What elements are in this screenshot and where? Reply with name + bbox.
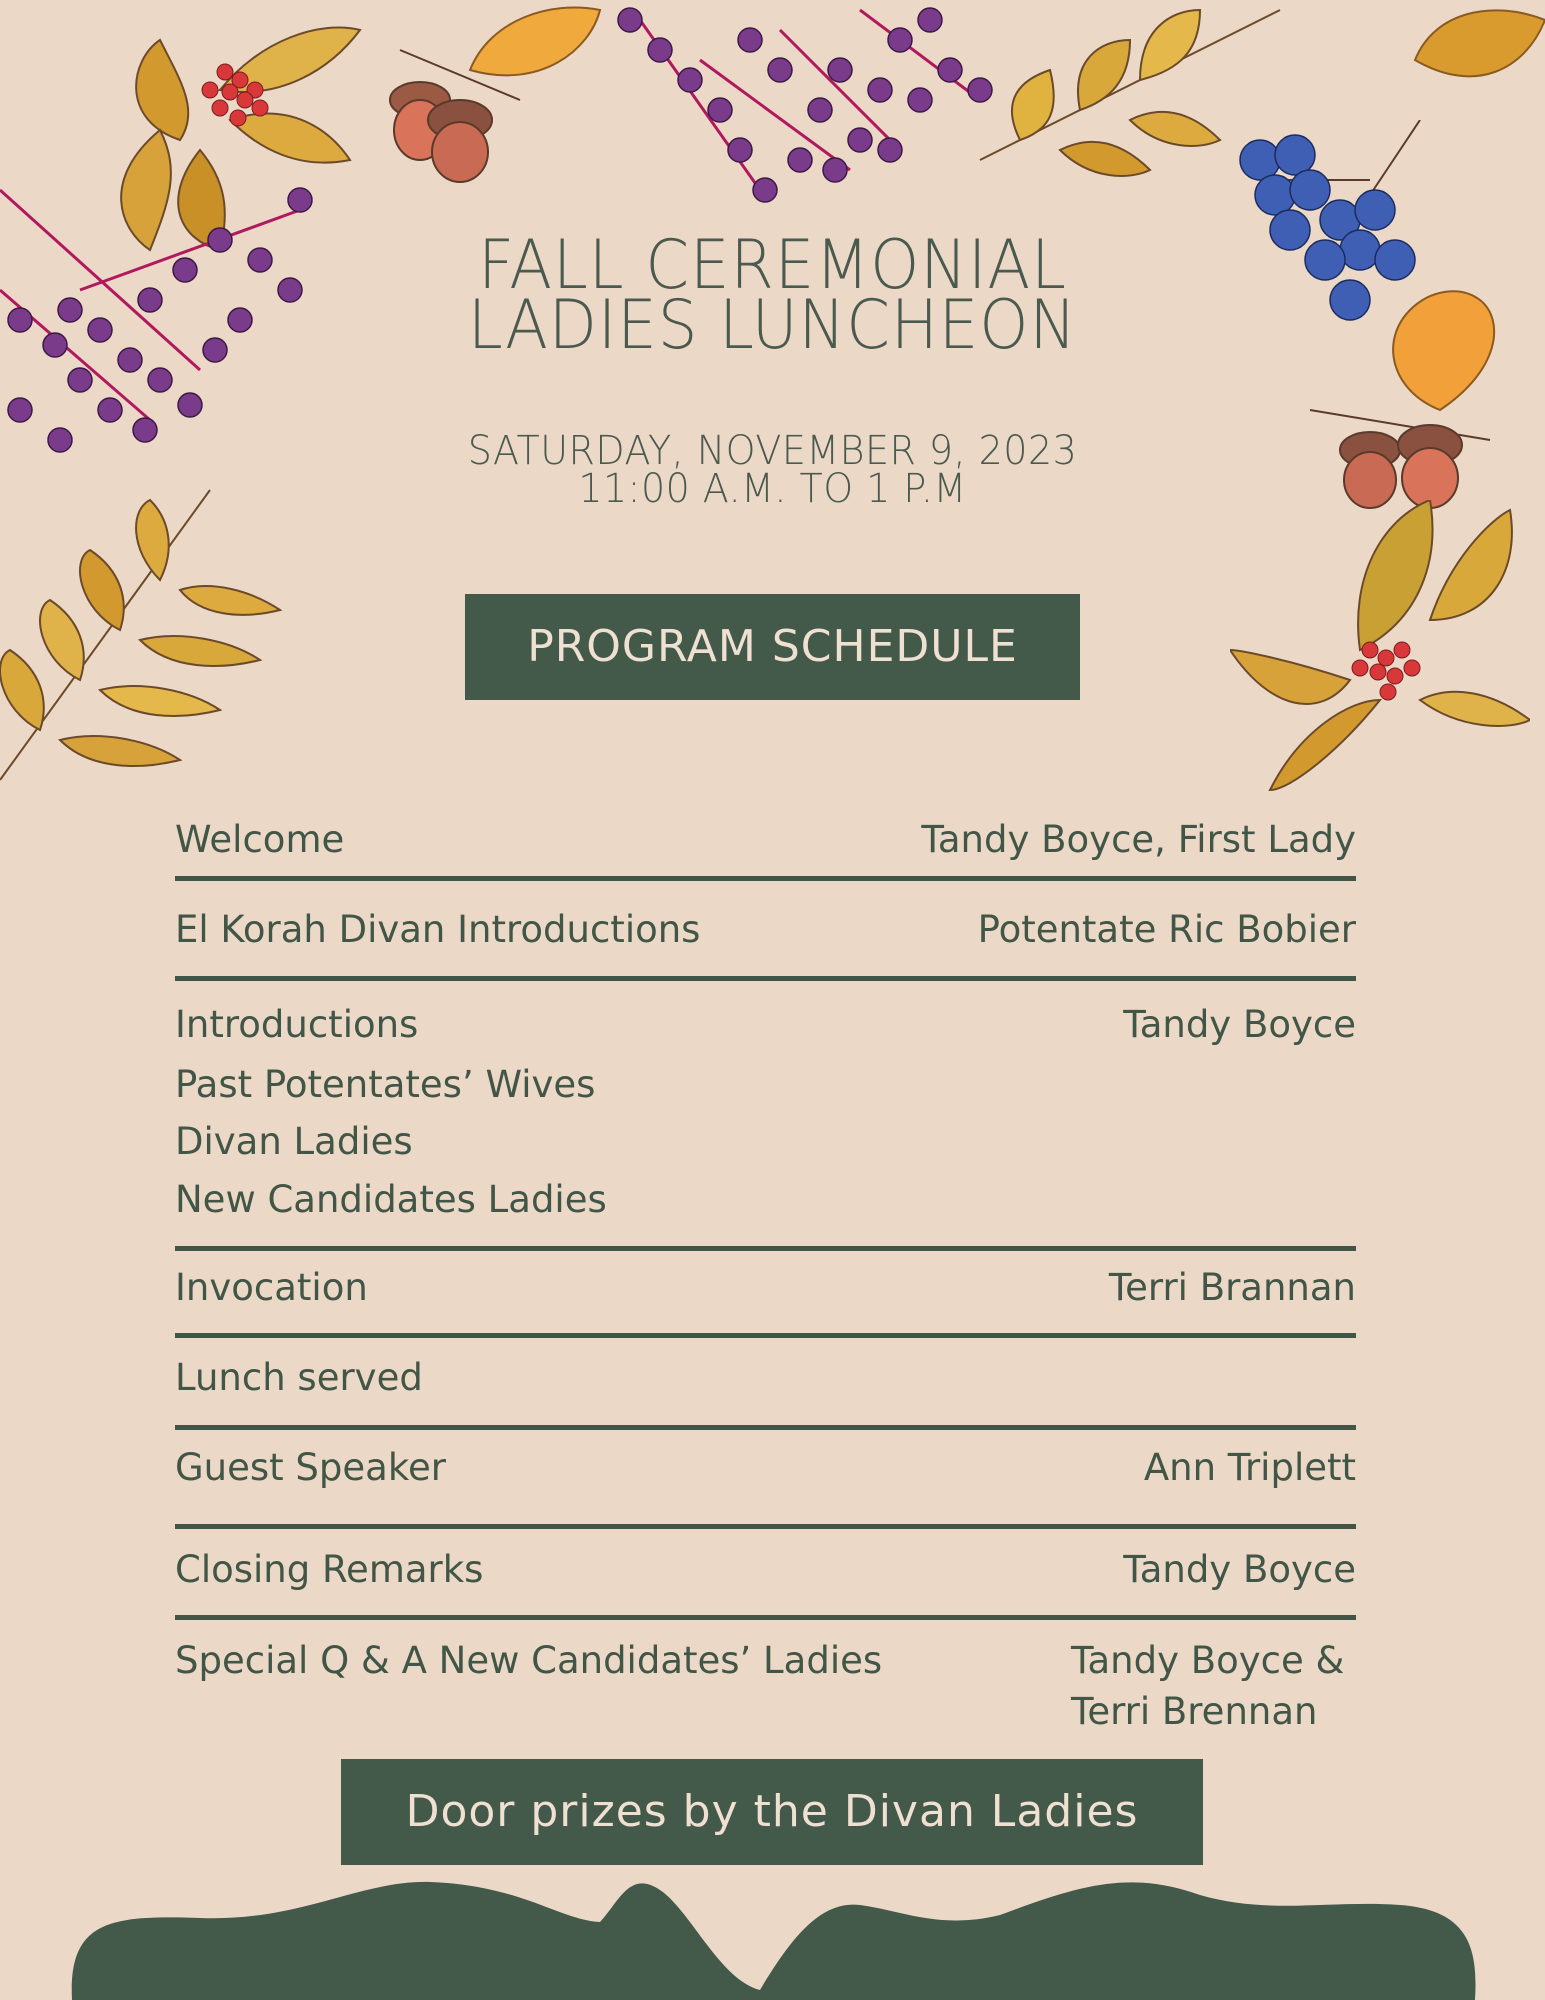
schedule-item-guest-speaker: Guest Speaker bbox=[175, 1446, 446, 1489]
schedule-item-introductions: Introductions bbox=[175, 1003, 419, 1046]
presenter-welcome: Tandy Boyce, First Lady bbox=[921, 818, 1356, 861]
divider bbox=[175, 1615, 1356, 1620]
schedule-item-welcome: Welcome bbox=[175, 818, 345, 861]
divider bbox=[175, 1524, 1356, 1529]
door-prizes-banner: Door prizes by the Divan Ladies bbox=[341, 1759, 1203, 1865]
bottom-wave-decoration bbox=[0, 1860, 1545, 2000]
title-line-1: FALL CEREMONIAL bbox=[478, 226, 1067, 305]
top-center-purple-berries-icon bbox=[600, 0, 1020, 220]
presenter-introductions: Tandy Boyce bbox=[1123, 1003, 1356, 1046]
sub-item: Divan Ladies bbox=[175, 1120, 413, 1163]
time-line: 11:00 A.M. TO 1 P.M bbox=[578, 466, 967, 512]
event-date bbox=[0, 428, 1545, 512]
right-leaves-red-berries-icon bbox=[1230, 500, 1530, 800]
schedule-item-divan-introductions: El Korah Divan Introductions bbox=[175, 908, 701, 951]
schedule-item-lunch: Lunch served bbox=[175, 1356, 423, 1399]
divider bbox=[175, 976, 1356, 981]
schedule-item-closing-remarks: Closing Remarks bbox=[175, 1548, 484, 1591]
presenter-invocation: Terri Brannan bbox=[1108, 1266, 1356, 1309]
program-schedule-heading: PROGRAM SCHEDULE bbox=[465, 594, 1080, 700]
presenter-closing-remarks: Tandy Boyce bbox=[1123, 1548, 1356, 1591]
date-line: SATURDAY, NOVEMBER 9, 2023 bbox=[467, 428, 1078, 474]
divider bbox=[175, 1333, 1356, 1338]
presenter-guest-speaker: Ann Triplett bbox=[1143, 1446, 1356, 1489]
schedule-item-special-qa: Special Q & A New Candidates’ Ladies bbox=[175, 1639, 883, 1682]
page-title bbox=[0, 226, 1545, 365]
schedule-item-invocation: Invocation bbox=[175, 1266, 368, 1309]
sub-item: New Candidates Ladies bbox=[175, 1178, 607, 1221]
sub-item: Past Potentates’ Wives bbox=[175, 1063, 596, 1106]
divider bbox=[175, 1246, 1356, 1251]
divider bbox=[175, 876, 1356, 881]
presenter-divan-introductions: Potentate Ric Bobier bbox=[977, 908, 1356, 951]
presenter-special-qa-line-2: Terri Brennan bbox=[1071, 1690, 1318, 1733]
top-orange-leaf-icon bbox=[450, 0, 610, 110]
divider bbox=[175, 1425, 1356, 1430]
top-right-orange-leaf-icon bbox=[1405, 0, 1545, 100]
presenter-special-qa-line-1: Tandy Boyce & bbox=[1071, 1639, 1345, 1682]
left-fern-leaves-icon bbox=[0, 470, 300, 790]
title-line-2: LADIES LUNCHEON bbox=[467, 286, 1078, 365]
